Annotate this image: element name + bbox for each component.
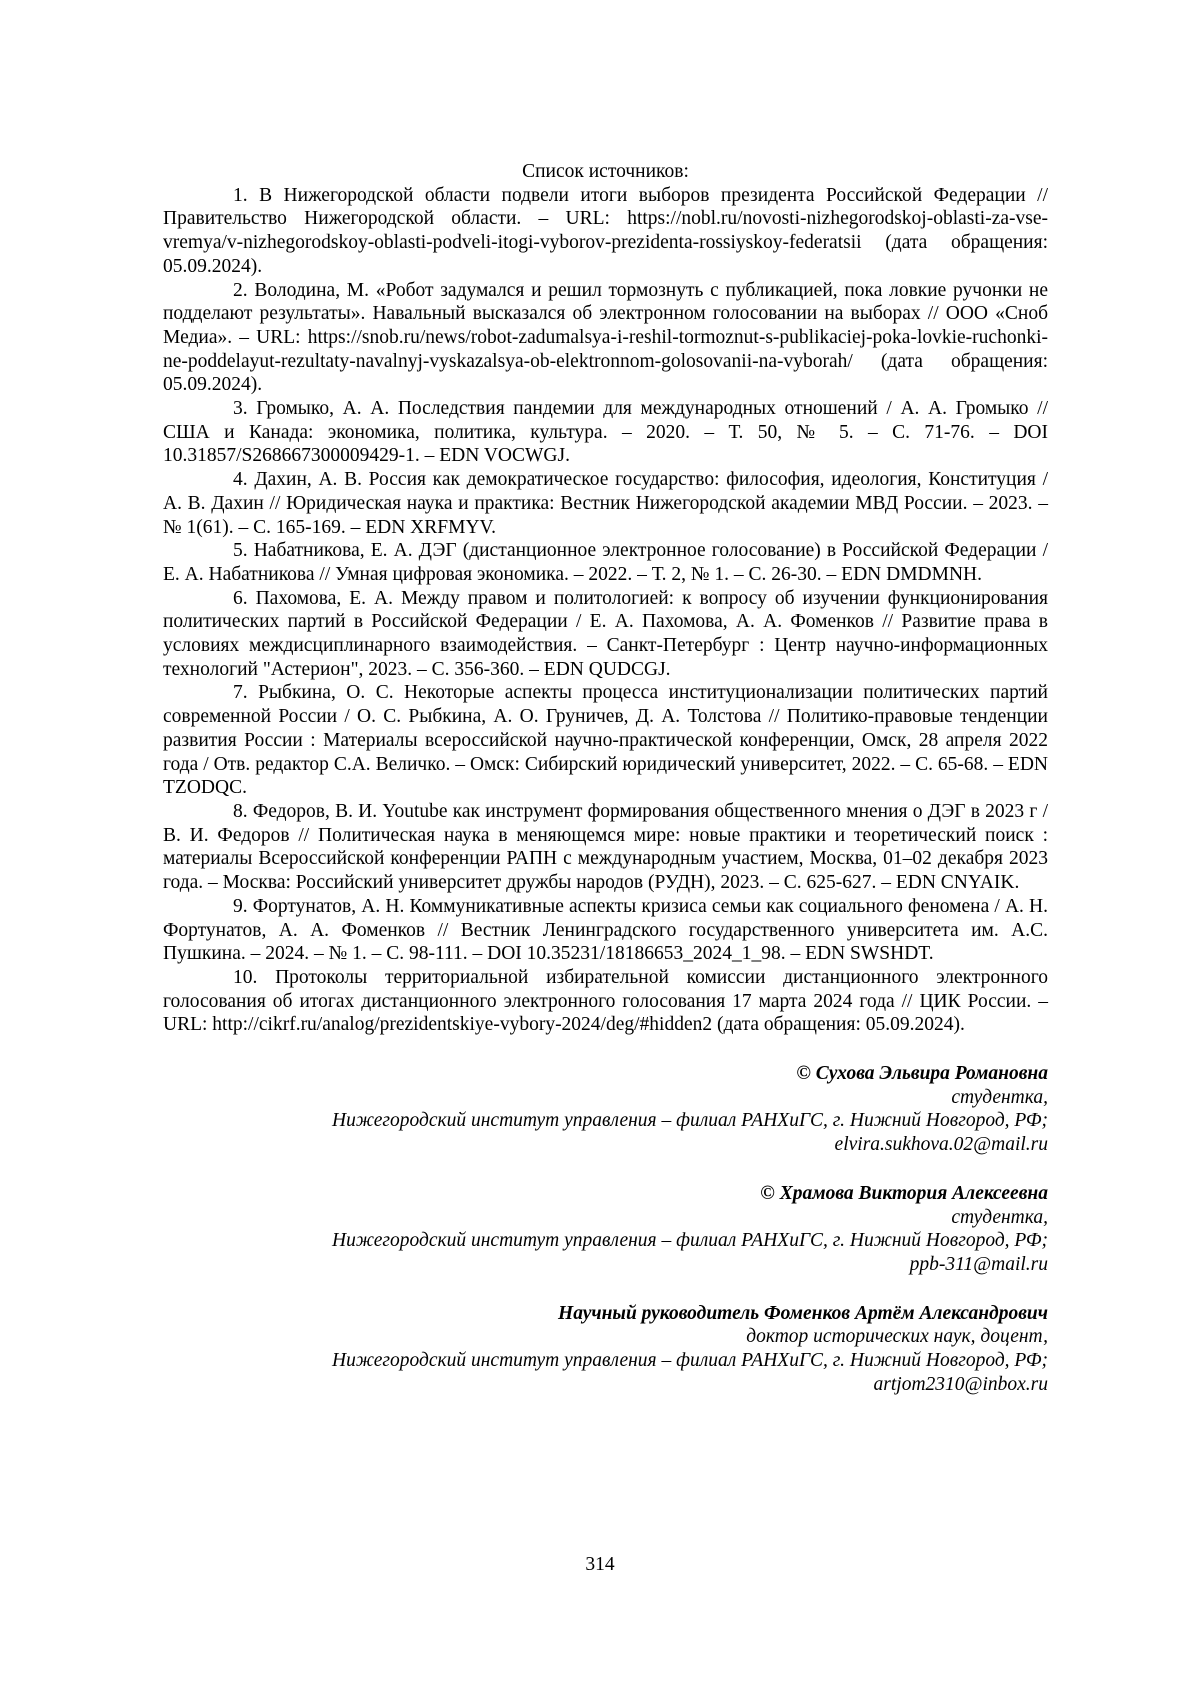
reference-item-1: 1. В Нижегородской области подвели итоги выборов президента Российской Федерации // Правительство Нижегородской области. – URL: https://nobl.ru/novosti-nizhegorodskoj-oblasti-za-vse-vremya/v-nizhegorodskoy-oblasti-podveli-itogi-vyborov-prezidenta-rossiyskoy-federatsii (дата обращения: 05.09.2024). [163,184,1048,277]
author-name: © Храмова Виктория Алексеевна [760,1182,1048,1204]
document-page [163,160,1048,1421]
references-heading: Список источников: [522,161,689,182]
supervisor-email: artjom2310@inbox.ru [873,1373,1048,1395]
reference-item-6: 6. Пахомова, Е. А. Между правом и политологией: к вопросу об изучении функционирования политических партий в Российской Федерации / Е. А. Пахомова, А. А. Фоменков // Развитие права в условиях междисциплинарного взаимодействия. – Санкт-Петербург : Центр научно-информационных технологий "Астерион", 2023. – С. 356-360. – EDN QUDCGJ. [163,587,1048,680]
page-number: 314 [585,1554,615,1575]
supervisor-name: Научный руководитель Фоменков Артём Александрович [558,1302,1048,1324]
reference-list [163,184,1048,1037]
supervisor-affiliation: Нижегородский институт управления – филиал РАНХиГС, г. Нижний Новгород, РФ; [332,1350,1048,1372]
author-email: elvira.sukhova.02@mail.ru [834,1134,1048,1156]
reference-item-5: 5. Набатникова, Е. А. ДЭГ (дистанционное электронное голосование) в Российской Федерации / Е. А. Набатникова // Умная цифровая экономика. – 2022. – Т. 2, № 1. – С. 26-30. – EDN DMDMNH. [163,540,1048,585]
author-role: студентка, [951,1206,1048,1228]
author-block [163,1062,1048,1157]
author-name: © Сухова Эльвира Романовна [796,1063,1048,1085]
reference-item-9: 9. Фортунатов, А. Н. Коммуникативные аспекты кризиса семьи как социального феномена / А. Н. Фортунатов, А. А. Фоменков // Вестник Ленинградского государственного университета им. А.С. Пушкина. – 2024. – № 1. – С. 98-111. – DOI 10.35231/18186653_2024_1_98. – EDN SWSHDT. [163,895,1048,965]
author-email: ppb-311@mail.ru [909,1253,1048,1275]
author-affiliation: Нижегородский институт управления – филиал РАНХиГС, г. Нижний Новгород, РФ; [332,1230,1048,1252]
authors-section [163,1062,1048,1396]
author-affiliation: Нижегородский институт управления – филиал РАНХиГС, г. Нижний Новгород, РФ; [332,1110,1048,1132]
supervisor-block [163,1302,1048,1397]
supervisor-role: доктор исторических наук, доцент, [746,1326,1048,1348]
author-role: студентка, [951,1086,1048,1108]
author-block [163,1182,1048,1277]
reference-item-4: 4. Дахин, А. В. Россия как демократическое государство: философия, идеология, Конституция / А. В. Дахин // Юридическая наука и практика: Вестник Нижегородской академии МВД России. – 2023. – № 1(61). – С. 165-169. – EDN XRFMYV. [163,469,1048,538]
reference-item-7: 7. Рыбкина, О. С. Некоторые аспекты процесса институционализации политических партий современной России / О. С. Рыбкина, А. О. Груничев, Д. А. Толстова // Политико-правовые тенденции развития России : Материалы всероссийской научно-практической конференции, Омск, 28 апреля 2022 года / Отв. редактор С.А. Величко. – Омск: Сибирский юридический университет, 2022. – С. 65-68. – EDN TZODQC. [163,682,1048,799]
reference-item-10: 10. Протоколы территориальной избирательной комиссии дистанционного электронного голосования об итогах дистанционного электронного голосования 17 марта 2024 года // ЦИК России. – URL: http://cikrf.ru/analog/prezidentskiye-vybory-2024/deg/#hidden2 (дата обращения: 05.09.2024). [163,966,1048,1036]
reference-item-3: 3. Громыко, А. А. Последствия пандемии для международных отношений / А. А. Громыко // США и Канада: экономика, политика, культура. – 2020. – Т. 50, № 5. – С. 71-76. – DOI 10.31857/S268667300009429-1. – EDN VOCWGJ. [163,398,1048,467]
reference-item-2: 2. Володина, М. «Робот задумался и решил тормознуть с публикацией, пока ловкие ручонки не подделают результаты». Навальный высказался об электронном голосовании на выборах // ООО «Сноб Медиа». – URL: https://snob.ru/news/robot-zadumalsya-i-reshil-tormoznut-s-publikaciej-poka-lovkie-ruchonki-ne-poddelayut-rezultaty-navalnyj-vyskazalsya-ob-elektronnom-golosovanii-na-vyborah/ (дата обращения: 05.09.2024). [163,279,1048,396]
reference-item-8: 8. Федоров, В. И. Youtube как инструмент формирования общественного мнения о ДЭГ в 2023 г / В. И. Федоров // Политическая наука в меняющемся мире: новые практики и теоретический поиск : материалы Всероссийской конференции РАПН с международным участием, Москва, 01–02 декабря 2023 года. – Москва: Российский университет дружбы народов (РУДН), 2023. – С. 625-627. – EDN CNYAIK. [163,800,1048,894]
